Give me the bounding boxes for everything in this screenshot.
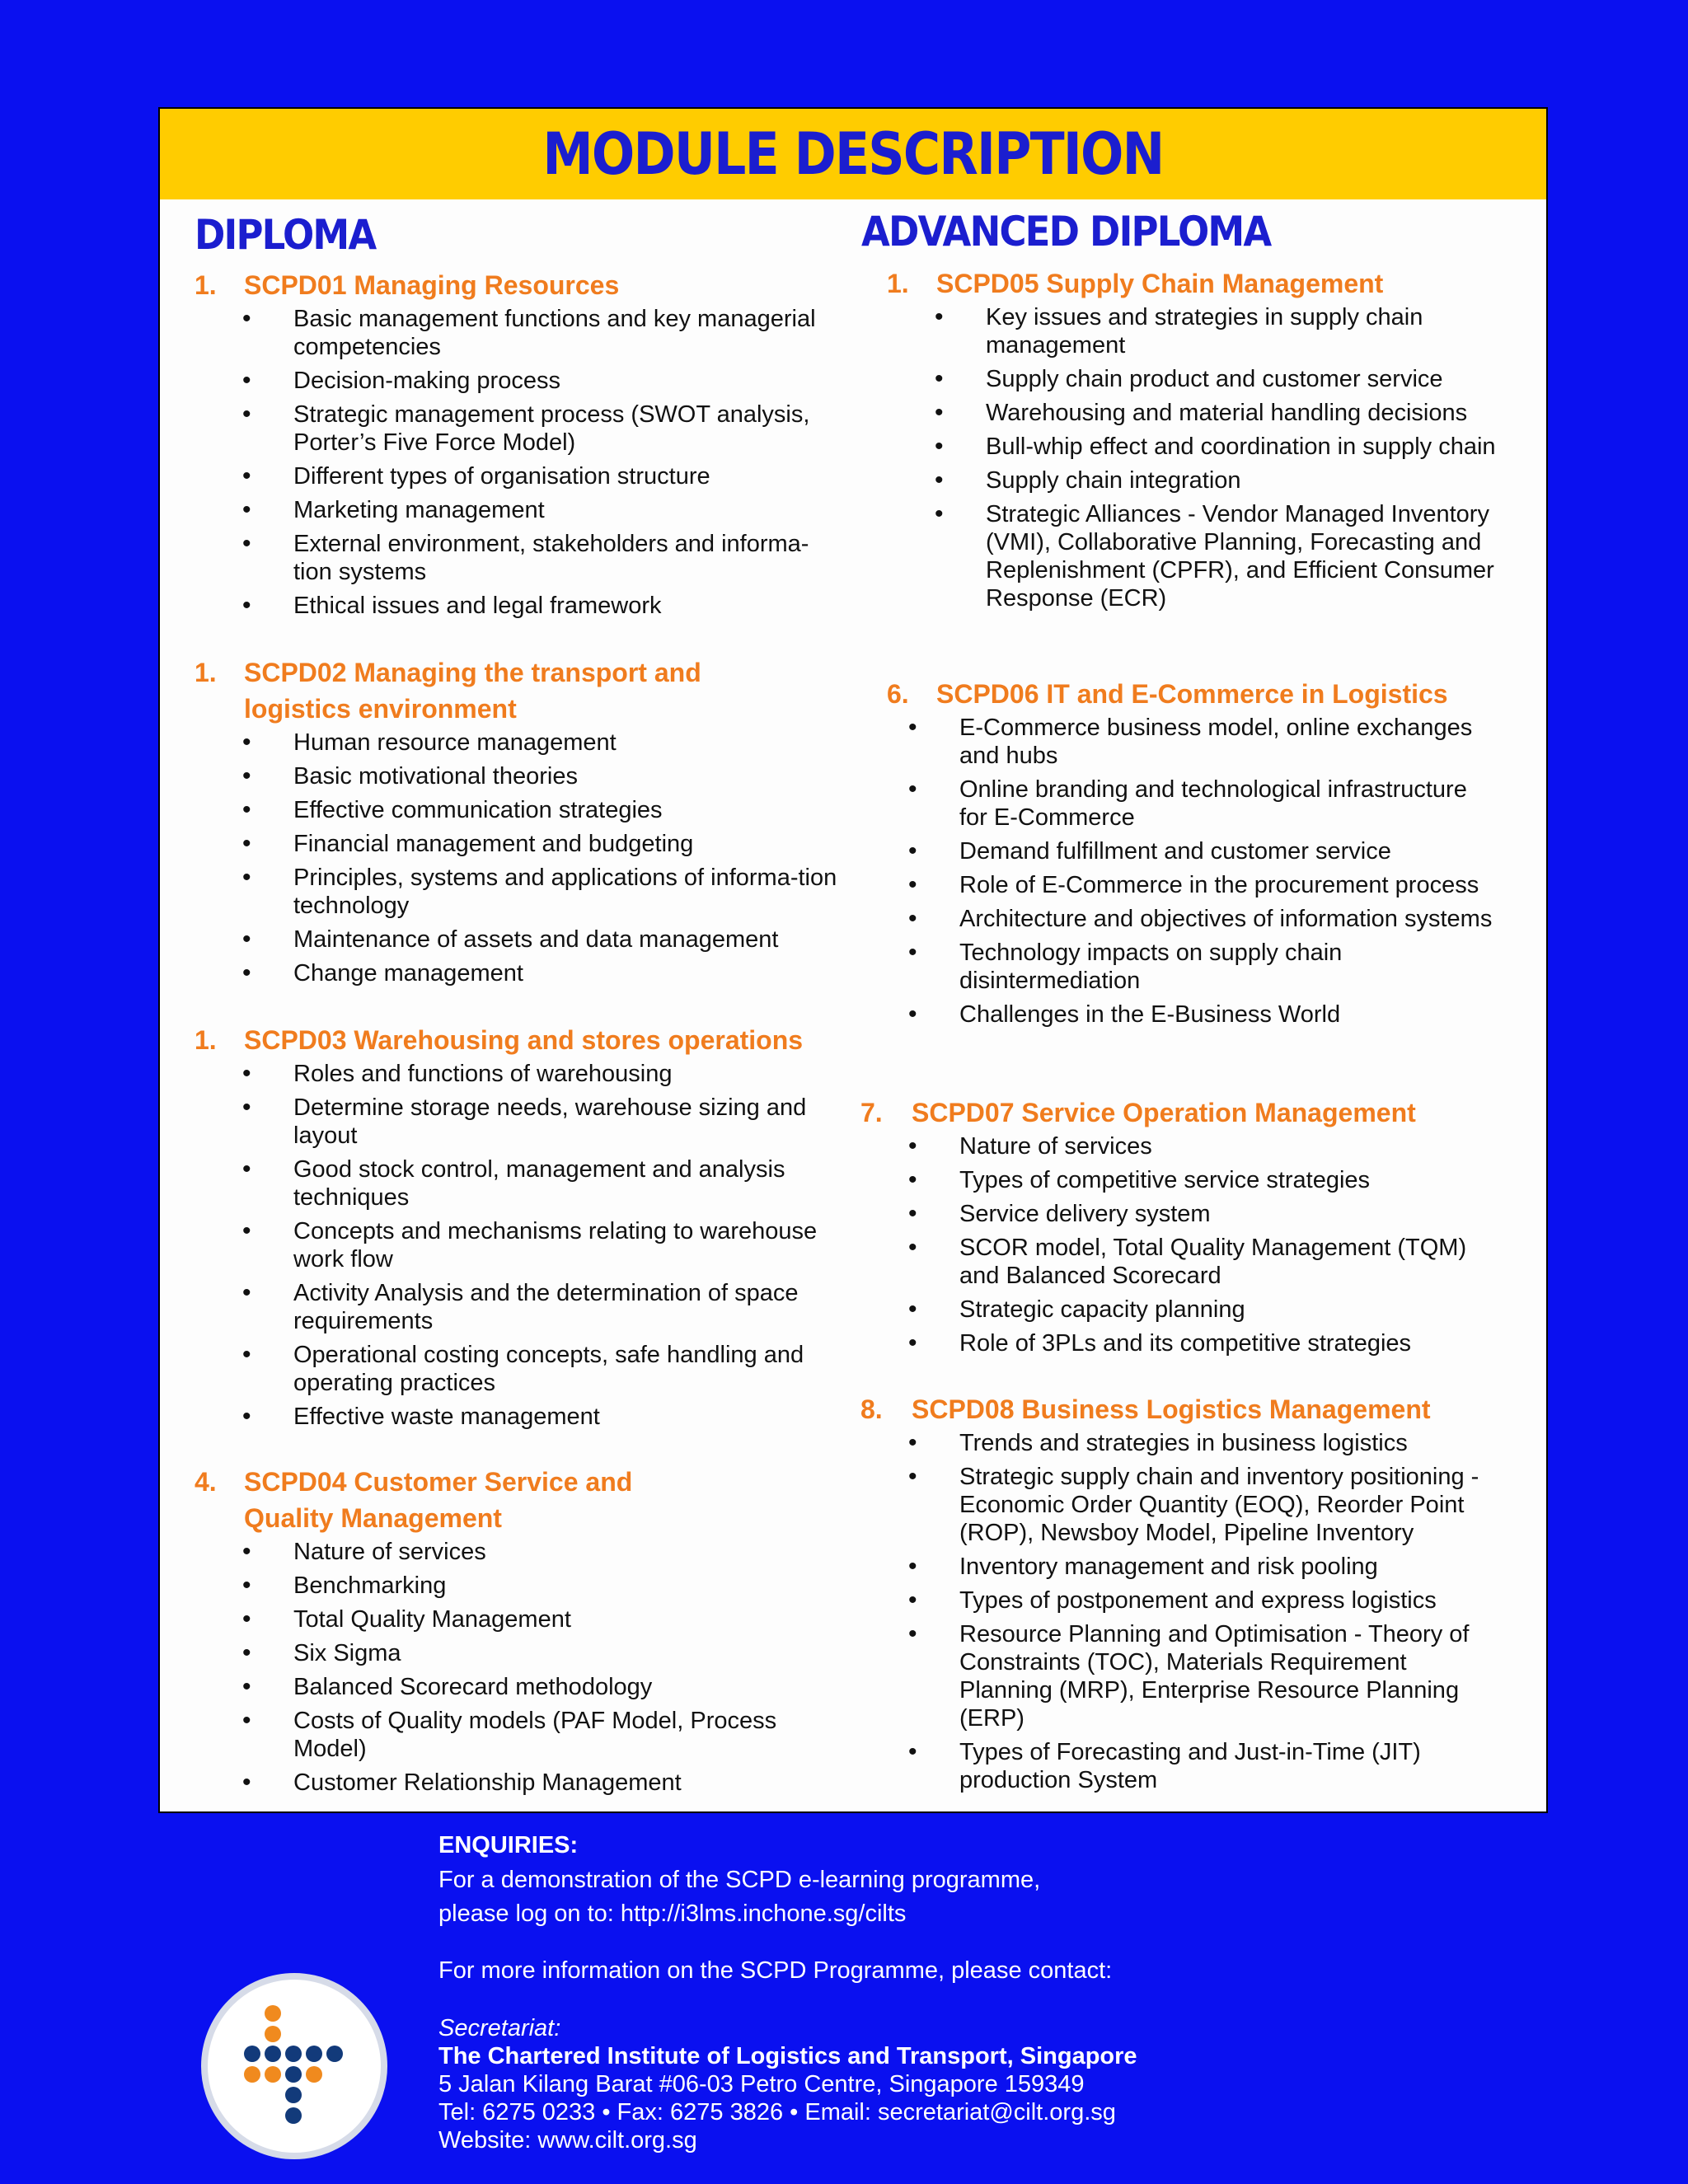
list-item: • Effective communication strategies (293, 796, 837, 824)
module-description-panel (158, 107, 1548, 1813)
advanced-module-title (860, 1391, 1454, 1427)
module-number: 4. (195, 1467, 217, 1497)
module-number: 6. (887, 679, 909, 709)
list-item: • Resource Planning and Optimisation - Theory of Constraints (TOC), Materials Requirement Planning (MRP), Enterprise Resource Planning (ERP) (959, 1620, 1495, 1732)
advanced-module-title (887, 265, 1464, 302)
demo-line-1: For a demonstration of the SCPD e-learning programme, (438, 1867, 1041, 1893)
list-item: • SCOR model, Total Quality Management (TQM) and Balanced Scorecard (959, 1234, 1495, 1290)
cilt-logo-icon (201, 1973, 387, 2159)
list-item: • Strategic management process (SWOT analysis, Porter’s Five Force Model) (293, 401, 837, 457)
list-item: • Strategic capacity planning (959, 1296, 1495, 1324)
list-item: • Service delivery system (959, 1200, 1495, 1228)
list-item: • Ethical issues and legal framework (293, 592, 837, 620)
list-item: • Types of Forecasting and Just-in-Time (JIT) production System (959, 1738, 1495, 1794)
list-item: • Benchmarking (293, 1572, 837, 1600)
list-item: • E-Commerce business model, online exchanges and hubs (959, 714, 1495, 770)
list-item: • Different types of organisation structure (293, 462, 837, 490)
address: 5 Jalan Kilang Barat #06-03 Petro Centre, Singapore 159349 (438, 2071, 1085, 2097)
list-item: • Marketing management (293, 496, 837, 524)
enquiries-section (438, 1831, 1137, 2154)
module-title-text: SCPD03 Warehousing and stores operations (244, 1025, 804, 1055)
title-banner (160, 109, 1546, 199)
list-item: • Principles, systems and applications of informa-tion technology (293, 864, 837, 920)
list-item: • Challenges in the E-Business World (959, 1001, 1495, 1029)
advanced-module-items (959, 1132, 1495, 1363)
module-number: 1. (887, 269, 909, 298)
module-number: 1. (195, 658, 217, 687)
list-item: • Trends and strategies in business logistics (959, 1429, 1495, 1457)
list-item: • Good stock control, management and analysis techniques (293, 1155, 837, 1212)
module-title-text: SCPD02 Managing the transport and logistics environment (244, 658, 701, 724)
list-item: • Human resource management (293, 729, 837, 757)
list-item: • Operational costing concepts, safe handling and operating practices (293, 1341, 837, 1397)
list-item: • Total Quality Management (293, 1605, 837, 1633)
list-item: • Costs of Quality models (PAF Model, Process Model) (293, 1707, 837, 1763)
module-number: 7. (860, 1098, 883, 1127)
list-item: • Technology impacts on supply chain disintermediation (959, 939, 1495, 995)
diploma-module-title (195, 267, 788, 303)
module-title-text: SCPD07 Service Operation Management (912, 1098, 1416, 1127)
list-item: • Nature of services (959, 1132, 1495, 1160)
list-item: • Supply chain product and customer service (986, 365, 1522, 393)
module-number: 1. (195, 1025, 217, 1055)
list-item: • Role of 3PLs and its competitive strategies (959, 1329, 1495, 1357)
list-item: • Supply chain integration (986, 466, 1522, 494)
module-title-text: SCPD05 Supply Chain Management (936, 269, 1384, 298)
list-item: • Architecture and objectives of information systems (959, 905, 1495, 933)
list-item: • Key issues and strategies in supply chain management (986, 303, 1522, 359)
module-number: 1. (195, 270, 217, 300)
website: Website: www.cilt.org.sg (438, 2127, 697, 2154)
enquiries-heading: ENQUIRIES: (438, 1832, 579, 1858)
module-title-text: SCPD01 Managing Resources (244, 270, 620, 300)
logo-dots-graphic (208, 1980, 381, 2153)
secretariat-label: Secretariat: (438, 2015, 561, 2041)
list-item: • External environment, stakeholders and informa-tion systems (293, 530, 837, 586)
diploma-module-items (293, 729, 837, 993)
list-item: • Demand fulfillment and customer service (959, 837, 1495, 865)
list-item: • Determine storage needs, warehouse sizing and layout (293, 1094, 837, 1150)
list-item: • Roles and functions of warehousing (293, 1060, 837, 1088)
diploma-heading: DIPLOMA (195, 211, 376, 259)
advanced-module-title (887, 676, 1480, 712)
list-item: • Basic motivational theories (293, 762, 837, 790)
list-item: • Change management (293, 959, 837, 987)
banner-title: MODULE DESCRIPTION (542, 120, 1164, 188)
list-item: • Basic management functions and key managerial competencies (293, 305, 837, 361)
list-item: • Bull-whip effect and coordination in supply chain (986, 433, 1522, 461)
diploma-module-items (293, 305, 837, 626)
info-line: For more information on the SCPD Programme, please contact: (438, 1957, 1113, 1984)
list-item: • Financial management and budgeting (293, 830, 837, 858)
diploma-module-title (195, 1464, 673, 1536)
list-item: • Decision-making process (293, 367, 837, 395)
list-item: • Nature of services (293, 1538, 837, 1566)
list-item: • Maintenance of assets and data management (293, 926, 837, 954)
list-item: • Inventory management and risk pooling (959, 1553, 1495, 1581)
list-item: • Role of E-Commerce in the procurement process (959, 871, 1495, 899)
module-number: 8. (860, 1394, 883, 1424)
advanced-module-items (986, 303, 1522, 618)
list-item: • Types of postponement and express logistics (959, 1586, 1495, 1615)
demo-line-2: please log on to: http://i3lms.inchone.sg/cilts (438, 1900, 907, 1927)
list-item: • Customer Relationship Management (293, 1769, 837, 1797)
list-item: • Balanced Scorecard methodology (293, 1673, 837, 1701)
diploma-module-title (195, 1022, 821, 1058)
diploma-module-items (293, 1060, 837, 1436)
diploma-module-items (293, 1538, 837, 1802)
contact-line: Tel: 6275 0233 • Fax: 6275 3826 • Email: secretariat@cilt.org.sg (438, 2099, 1116, 2125)
advanced-module-items (959, 714, 1495, 1034)
module-title-text: SCPD08 Business Logistics Management (912, 1394, 1431, 1424)
list-item: • Concepts and mechanisms relating to warehouse work flow (293, 1217, 837, 1273)
list-item: • Strategic supply chain and inventory positioning - Economic Order Quantity (EOQ), Reorder Point (ROP), Newsboy Model, Pipeline Inventory (959, 1463, 1495, 1547)
list-item: • Online branding and technological infrastructure for E-Commerce (959, 776, 1495, 832)
advanced-module-title (860, 1094, 1454, 1131)
list-item: • Strategic Alliances - Vendor Managed Inventory (VMI), Collaborative Planning, Forecasting and Replenishment (CPFR), and Efficient Consumer Response (ECR) (986, 500, 1522, 612)
list-item: • Types of competitive service strategies (959, 1166, 1495, 1194)
advanced-module-items (959, 1429, 1495, 1800)
org-name: The Chartered Institute of Logistics and Transport, Singapore (438, 2043, 1137, 2069)
advanced-diploma-heading: ADVANCED DIPLOMA (861, 208, 1271, 255)
list-item: • Warehousing and material handling decisions (986, 399, 1522, 427)
list-item: • Six Sigma (293, 1639, 837, 1667)
module-title-text: SCPD06 IT and E-Commerce in Logistics (936, 679, 1448, 709)
diploma-module-title (195, 654, 722, 727)
list-item: • Activity Analysis and the determination of space requirements (293, 1279, 837, 1335)
module-title-text: SCPD04 Customer Service and Quality Management (244, 1467, 633, 1533)
list-item: • Effective waste management (293, 1403, 837, 1431)
